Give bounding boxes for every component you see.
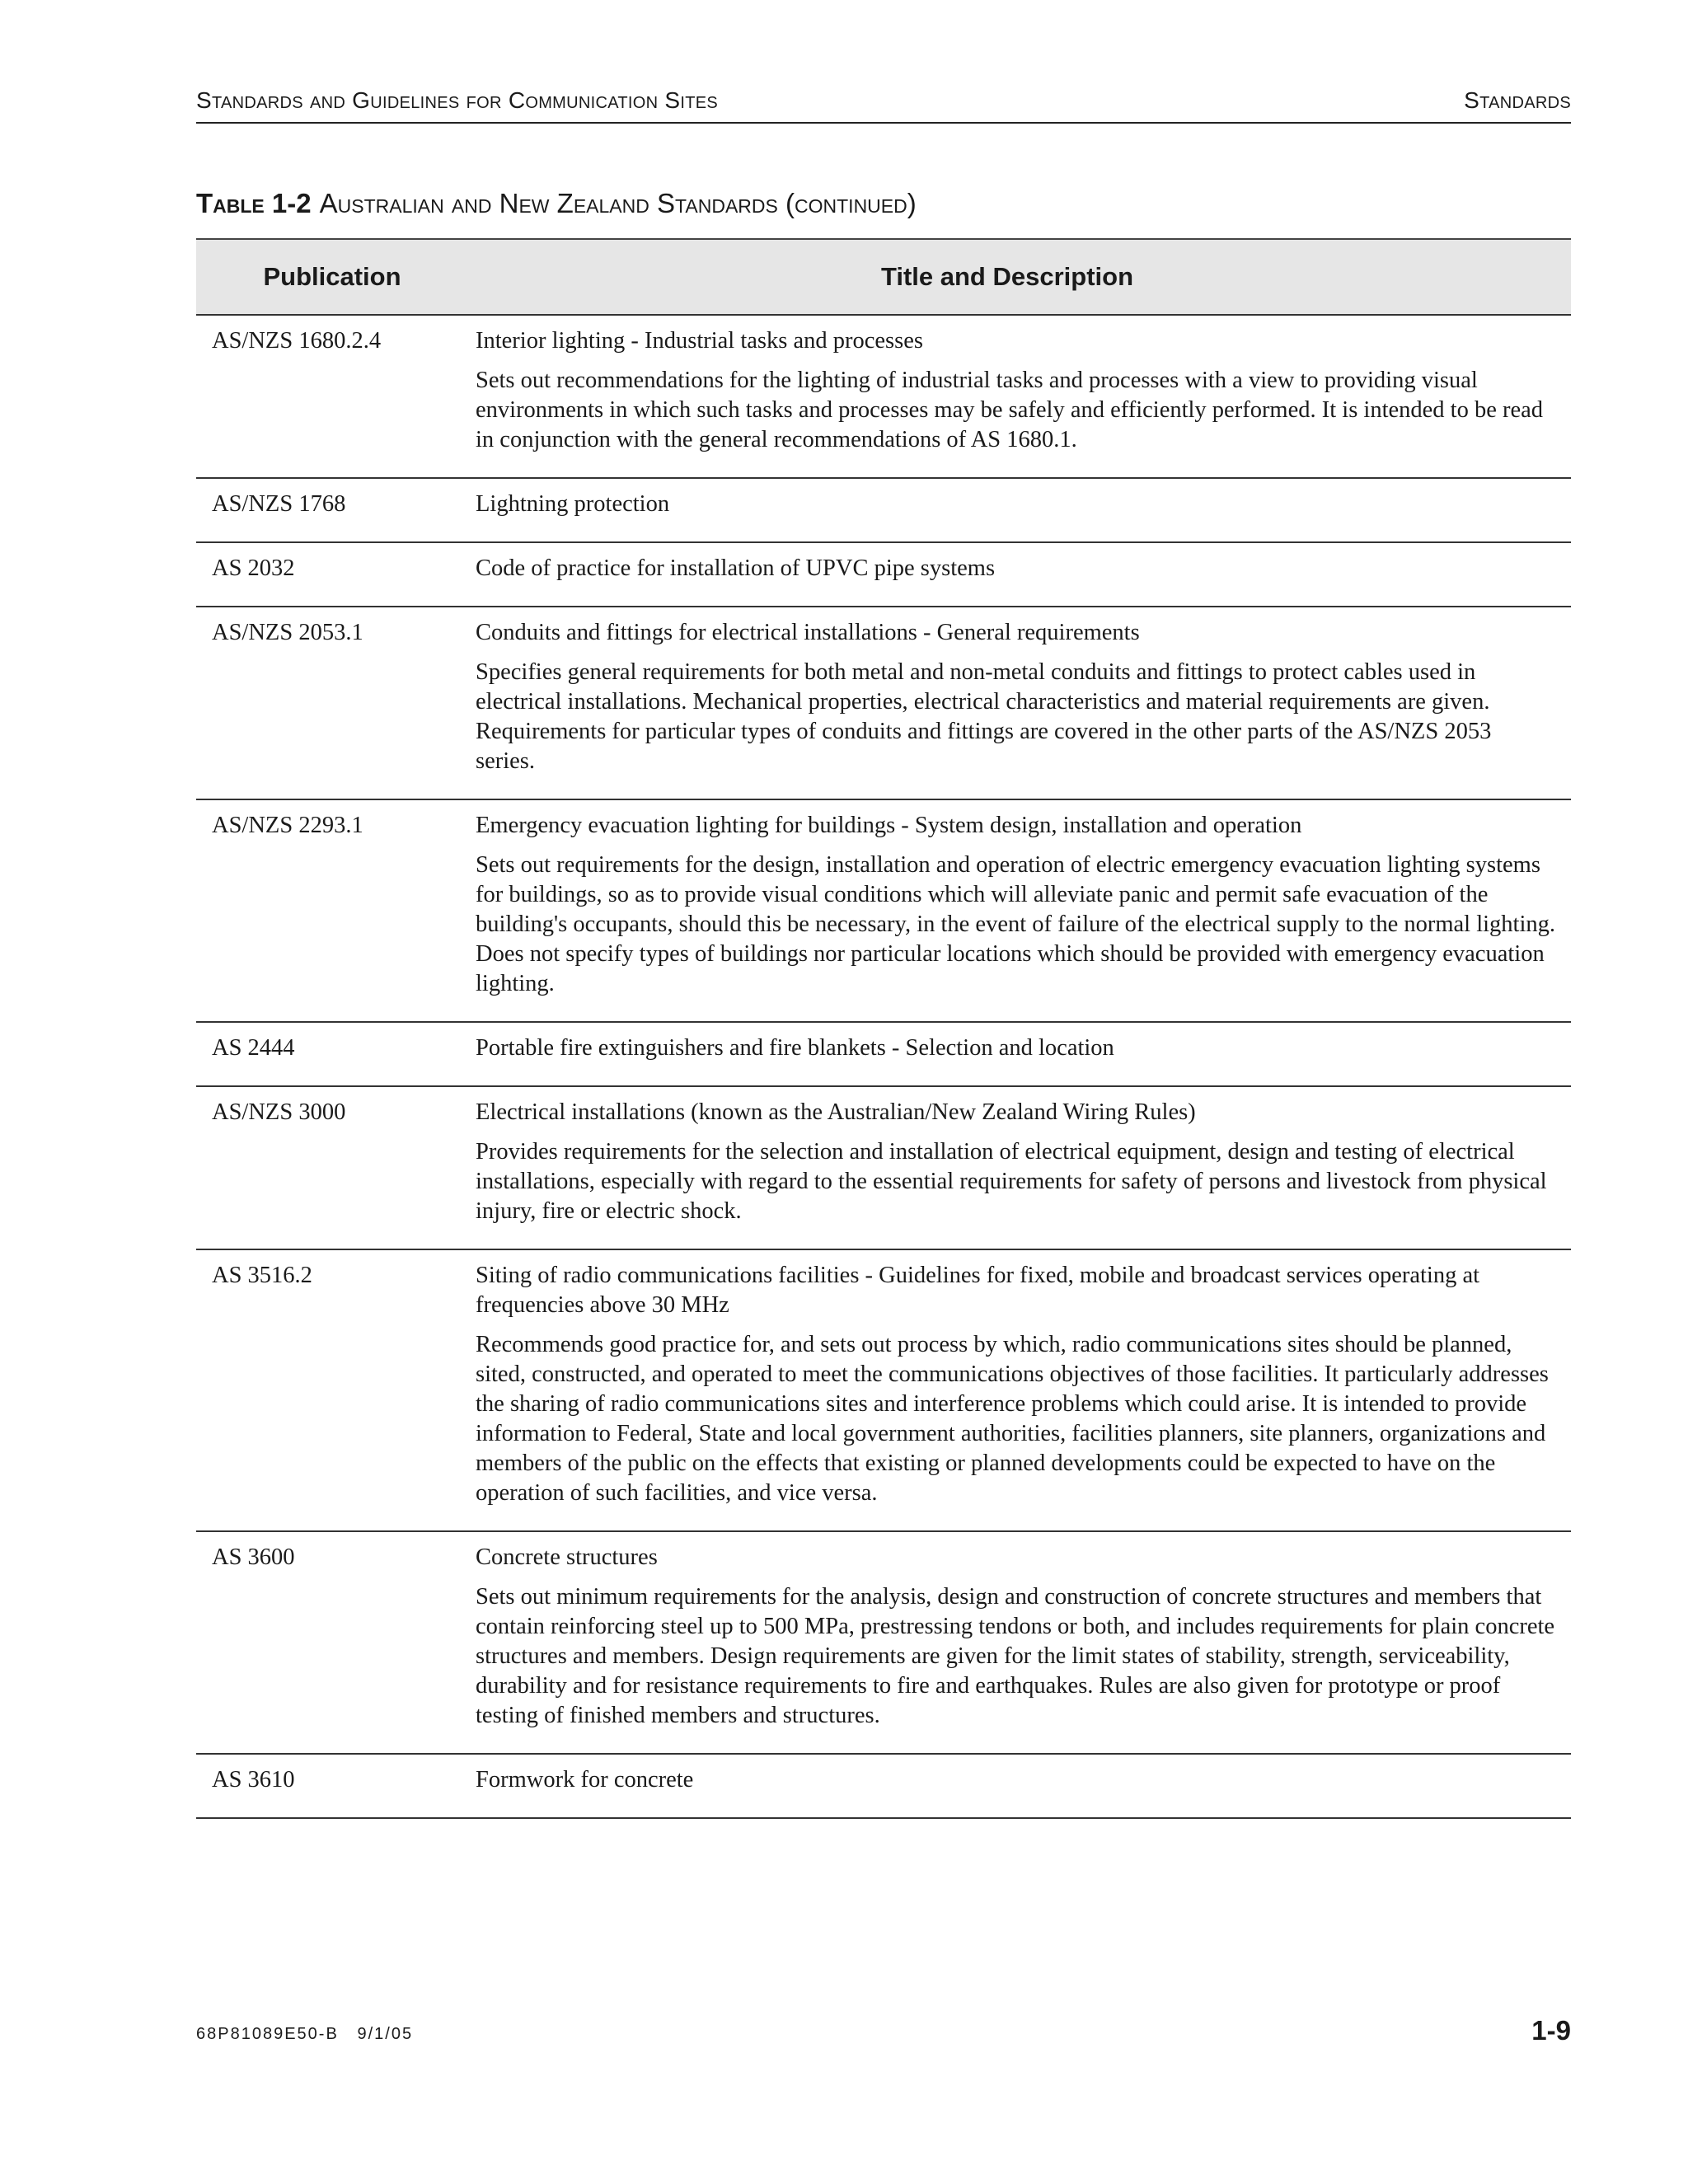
table-row — [196, 1022, 1571, 1086]
standard-title: Portable fire extinguishers and fire blankets - Selection and location — [476, 1035, 1114, 1061]
standard-title: Interior lighting - Industrial tasks and processes — [476, 328, 923, 354]
table-header-row — [196, 239, 1571, 315]
footer-document-id: 68P81089E50-B 9/1/05 — [196, 2025, 414, 2043]
table-row — [196, 1754, 1571, 1818]
table-row — [196, 607, 1571, 799]
standard-title: Conduits and fittings for electrical installations - General requirements — [476, 620, 1140, 645]
table-row — [196, 542, 1571, 607]
title-description-cell — [460, 542, 1571, 607]
standard-description: Specifies general requirements for both metal and non-metal conduits and fittings to protect cables used in electrical installations. Mechanical properties, electrical characteristics and material requirements are given. Requirements for particular types of conduits and fittings are covered in the other parts of the AS/NZS 2053 series. — [476, 659, 1492, 774]
standard-title: Code of practice for installation of UPVC pipe systems — [476, 555, 996, 581]
standards-table — [196, 238, 1571, 1819]
table-row — [196, 799, 1571, 1022]
publication-code: AS/NZS 2293.1 — [196, 799, 460, 1022]
table-body — [196, 315, 1571, 1818]
standard-description: Recommends good practice for, and sets out process by which, radio communications sites should be planned, sited, constructed, and operated to meet the communications objectives of those facilities. It particularly addresses the sharing of radio communications sites and interference problems which could arise. It is intended to provide information to Federal, State and local government authorities, facilities planners, site planners, organizations and members of the public on the effects that existing or planned developments could be expected to have on the operation of such facilities, and vice versa. — [476, 1332, 1549, 1506]
publication-code: AS 3600 — [196, 1531, 460, 1754]
table-row — [196, 315, 1571, 478]
standard-title: Concrete structures — [476, 1544, 658, 1570]
column-header-publication: Publication — [196, 239, 460, 315]
column-header-title-description: Title and Description — [460, 239, 1571, 315]
table-row — [196, 478, 1571, 542]
table-caption-title: Australian and New Zealand Standards (continued) — [319, 188, 917, 218]
standard-description: Provides requirements for the selection and installation of electrical equipment, design and testing of electrical installations, especially with regard to the essential requirements for safety of persons and livestock from physical injury, fire or electric shock. — [476, 1139, 1547, 1224]
footer-page-number: 1-9 — [1531, 2015, 1571, 2046]
standard-description: Sets out requirements for the design, installation and operation of electric emergency evacuation lighting systems for buildings, so as to provide visual conditions which will alleviate panic and permit safe evacuation of the building's occupants, should this be necessary, in the event of failure of the electrical supply to the normal lighting. Does not specify types of buildings nor particular locations which should be provided with emergency evacuation lighting. — [476, 852, 1555, 996]
title-description-cell — [460, 607, 1571, 799]
publication-code: AS 3516.2 — [196, 1249, 460, 1531]
title-description-cell — [460, 799, 1571, 1022]
publication-code: AS/NZS 1680.2.4 — [196, 315, 460, 478]
standard-title: Siting of radio communications facilities - Guidelines for fixed, mobile and broadcast services operating at frequencies above 30 MHz — [476, 1263, 1480, 1318]
standard-title: Lightning protection — [476, 491, 670, 517]
header-document-title: Standards and Guidelines for Communication Sites — [196, 87, 719, 113]
title-description-cell — [460, 1022, 1571, 1086]
running-header — [196, 86, 1571, 124]
title-description-cell — [460, 1754, 1571, 1818]
publication-code: AS/NZS 1768 — [196, 478, 460, 542]
table-caption-number: Table 1-2 — [196, 188, 312, 218]
standard-title: Electrical installations (known as the Australian/New Zealand Wiring Rules) — [476, 1099, 1196, 1125]
title-description-cell — [460, 1531, 1571, 1754]
header-section-title: Standards — [1464, 87, 1571, 113]
title-description-cell — [460, 1086, 1571, 1249]
publication-code: AS 2444 — [196, 1022, 460, 1086]
publication-code: AS 2032 — [196, 542, 460, 607]
table-row — [196, 1086, 1571, 1249]
publication-code: AS 3610 — [196, 1754, 460, 1818]
publication-code: AS/NZS 3000 — [196, 1086, 460, 1249]
title-description-cell — [460, 478, 1571, 542]
standard-description: Sets out recommendations for the lighting of industrial tasks and processes with a view to providing visual environments in which such tasks and processes may be safely and efficiently performed. It is intended to be read in conjunction with the general recommendations of AS 1680.1. — [476, 368, 1544, 452]
publication-code: AS/NZS 2053.1 — [196, 607, 460, 799]
standard-description: Sets out minimum requirements for the analysis, design and construction of concrete structures and members that contain reinforcing steel up to 500 MPa, prestressing tendons or both, and includes requirements for plain concrete structures and members. Design requirements are given for the limit states of stability, strength, serviceability, durability and for resistance requirements to fire and earthquakes. Rules are also given for prototype or proof testing of finished members and structures. — [476, 1584, 1555, 1728]
table-caption — [196, 188, 917, 219]
table-row — [196, 1531, 1571, 1754]
title-description-cell — [460, 1249, 1571, 1531]
title-description-cell — [460, 315, 1571, 478]
standard-title: Emergency evacuation lighting for buildings - System design, installation and operation — [476, 813, 1302, 838]
table-row — [196, 1249, 1571, 1531]
standard-title: Formwork for concrete — [476, 1767, 694, 1793]
